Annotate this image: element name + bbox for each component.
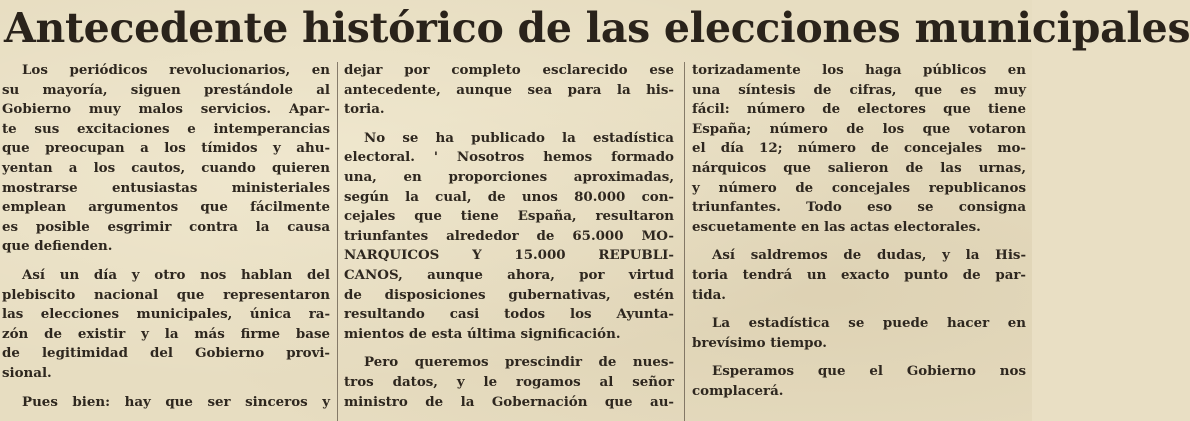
text-line: brevísimo tiempo. — [692, 334, 827, 351]
text-line: Pero queremos prescindir de nues- — [364, 354, 674, 371]
text-line: fácil: número de electores que tiene — [692, 101, 1026, 118]
text-line: tida. — [692, 286, 726, 303]
article-column-2 — [344, 61, 674, 412]
article-paragraph — [692, 314, 1026, 353]
text-line: electoral. ' Nosotros hemos formado — [344, 149, 674, 166]
text-line: sional. — [2, 364, 52, 381]
text-line: cejales que tiene España, resultaron — [344, 208, 674, 225]
text-line: te sus excitaciones e intemperancias — [2, 120, 330, 137]
text-line: toria. — [344, 101, 385, 118]
article-paragraph — [344, 61, 674, 120]
text-line: dejar por completo esclarecido ese — [344, 62, 674, 78]
text-line: emplean argumentos que fácilmente — [2, 199, 330, 216]
text-line: y número de concejales republicanos — [692, 179, 1026, 196]
article-paragraph — [2, 266, 330, 384]
text-line: de disposiciones gubernativas, estén — [344, 286, 674, 303]
text-line: triunfantes alrededor de 65.000 MO- — [344, 227, 674, 244]
text-line: España; número de los que votaron — [692, 120, 1026, 137]
text-line: Esperamos que el Gobierno nos — [712, 363, 1026, 380]
article-paragraph — [2, 393, 330, 413]
text-line: No se ha publicado la estadística — [364, 129, 674, 146]
text-line: plebiscito nacional que representaron — [2, 286, 330, 303]
text-line: La estadística se puede hacer en — [712, 315, 1026, 332]
column-rule — [684, 62, 685, 421]
text-line: antecedente, aunque sea para la his- — [344, 81, 674, 98]
text-line: una, en proporciones aproximadas, — [344, 168, 674, 185]
text-line: Pues bien: hay que ser sinceros y — [22, 393, 330, 410]
article-headline: Antecedente histórico de las elecciones municipales — [4, 4, 1190, 52]
text-line: Así un día y otro nos hablan del — [22, 266, 330, 283]
text-line: yentan a los cautos, cuando quieren — [2, 159, 330, 176]
text-line: de legitimidad del Gobierno provi- — [2, 345, 330, 362]
text-line: NARQUICOS Y 15.000 REPUBLI- — [344, 247, 674, 264]
text-line: ministro de la Gobernación que au- — [344, 393, 674, 410]
text-line: el día 12; número de concejales mo- — [692, 140, 1026, 157]
article-column-3 — [692, 61, 1026, 402]
text-line: que defienden. — [2, 238, 113, 255]
text-line: una síntesis de cifras, que es muy — [692, 81, 1026, 98]
text-line: tros datos, y le rogamos al señor — [344, 373, 674, 390]
article-paragraph — [2, 61, 330, 257]
text-line: Gobierno muy malos servicios. Apar- — [2, 101, 330, 118]
article-paragraph — [344, 129, 674, 345]
column-rule — [337, 62, 338, 421]
text-line: Así saldremos de dudas, y la His- — [712, 247, 1026, 264]
text-line: escuetamente en las actas electorales. — [692, 218, 981, 235]
text-line: CANOS, aunque ahora, por virtud — [344, 266, 674, 283]
text-line: nárquicos que salieron de las urnas, — [692, 159, 1026, 176]
text-line: que preocupan a los tímidos y ahu- — [2, 140, 330, 157]
text-line: es posible esgrimir contra la causa — [2, 218, 330, 235]
text-line: toria tendrá un exacto punto de par- — [692, 266, 1026, 283]
text-line: triunfantes. Todo eso se consigna — [692, 199, 1026, 216]
text-line: las elecciones municipales, única ra- — [2, 306, 330, 323]
text-line: Los periódicos revolucionarios, en — [22, 62, 330, 78]
article-paragraph — [692, 61, 1026, 237]
text-line: mientos de esta última significación. — [344, 325, 621, 342]
article-paragraph — [692, 362, 1026, 401]
text-line: según la cual, de unos 80.000 con- — [344, 188, 674, 205]
text-line: su mayoría, siguen prestándole al — [2, 81, 330, 98]
text-line: mostrarse entusiastas ministeriales — [2, 179, 330, 196]
text-line: resultando casi todos los Ayunta- — [344, 306, 674, 323]
text-line: complacerá. — [692, 382, 784, 399]
text-line: torizadamente los haga públicos en — [692, 62, 1026, 78]
article-paragraph — [692, 246, 1026, 305]
article-paragraph — [344, 353, 674, 412]
article-column-1 — [2, 61, 330, 412]
text-line: zón de existir y la más firme base — [2, 325, 330, 342]
